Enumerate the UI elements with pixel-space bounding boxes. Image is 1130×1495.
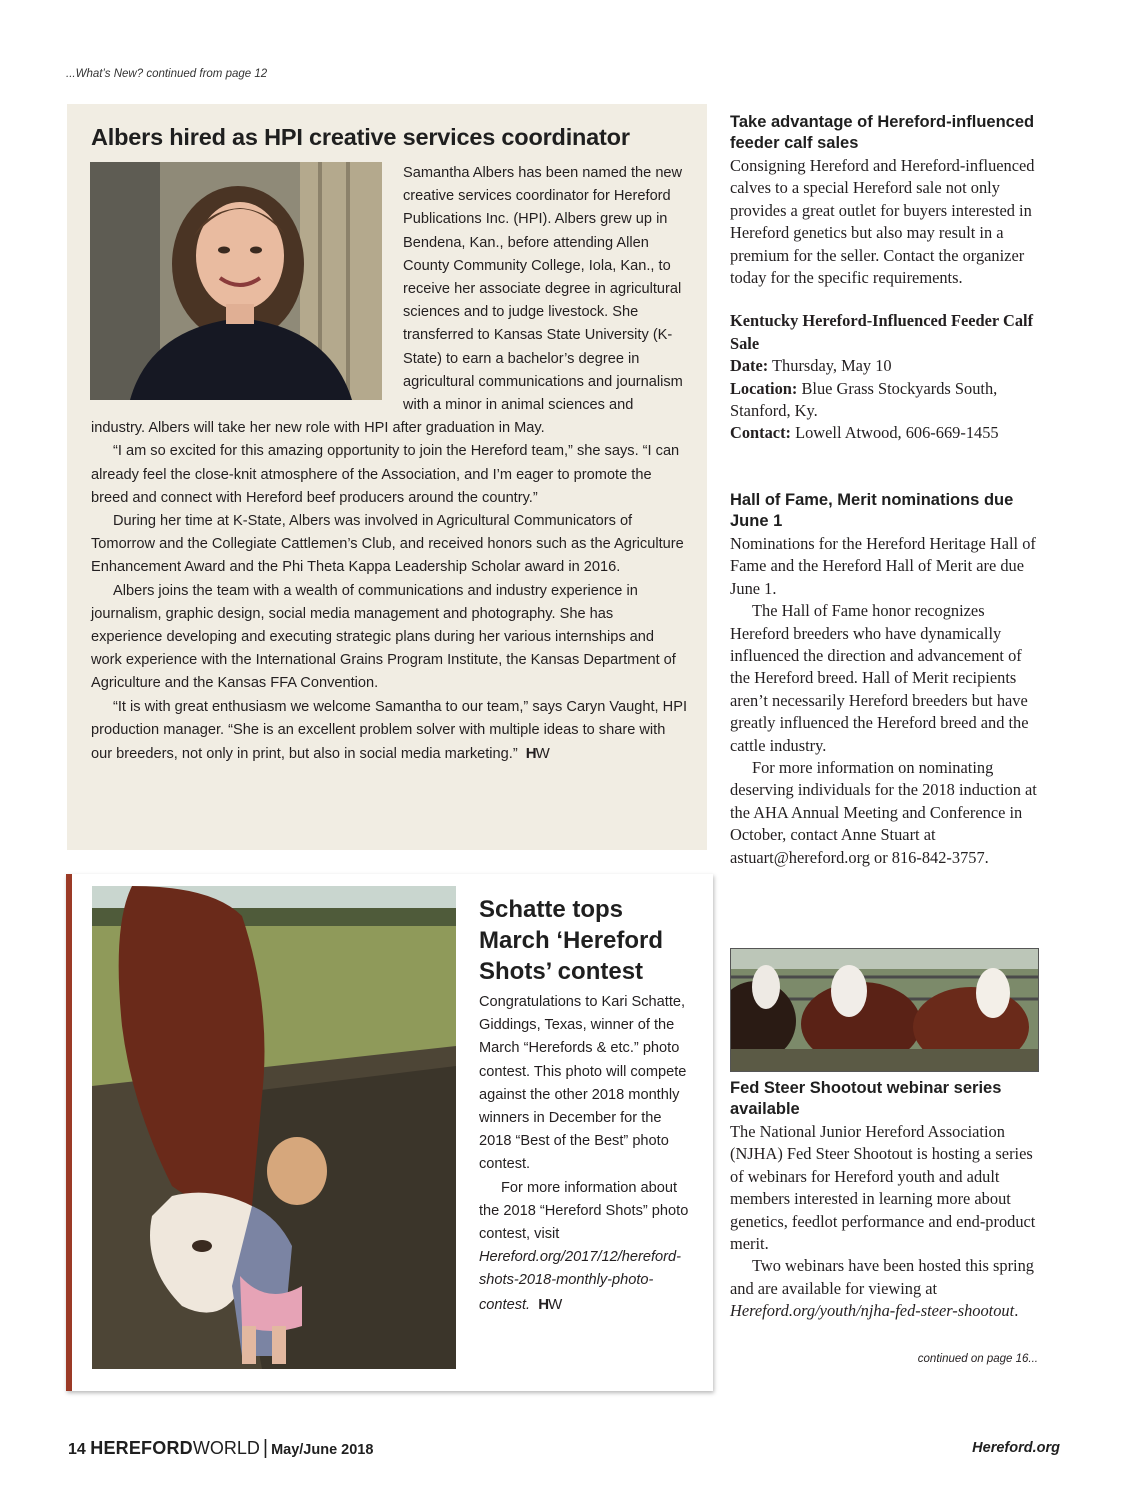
albers-paragraph: During her time at K-State, Albers was involved in Agricultural Communicators of Tomorrow and the Collegiate Cattlemen’s Club, and received honors such as the Agriculture Enhancement Award and the Phi Theta Kappa Leadership Scholar award in 2016. <box>91 513 684 576</box>
hall-of-fame-contact-paragraph: For more information on nominating deserving individuals for the 2018 induction at the AHA Annual Meeting and Conference in October, contact Anne Stuart at astuart@hereford.org or 816-842-3757. <box>730 758 1037 867</box>
fed-steer-link[interactable]: Hereford.org/youth/njha-fed-steer-shootout <box>730 1301 1015 1321</box>
schatte-contest-link[interactable]: Hereford.org/2017/12/hereford-shots-2018-monthly-photo-contest. <box>479 1249 682 1313</box>
page-number: 14 <box>68 1441 86 1458</box>
magazine-brand-world: WORLD <box>192 1438 260 1458</box>
feeder-body: Consigning Hereford and Hereford-influenced calves to a special Hereford sale not only provides a great outlet for buyers interested in Hereford genetics but also may result in a premium for the seller. Contact the organizer today for the specific requirements. <box>730 156 1035 288</box>
hall-of-fame-heading: Hall of Fame, Merit nominations due June 1 <box>730 491 1014 530</box>
continued-on-note: continued on page 16... <box>917 1353 1038 1365</box>
sale-date-label: Date: <box>730 356 769 376</box>
magazine-brand: HEREFORD <box>90 1438 193 1458</box>
albers-closing-text: “It is with great enthusiasm we welcome Samantha to our team,” says Caryn Vaught, HPI production manager. “She is an excellent problem solver with multiple ideas to share with our breeders, not only in print, but also in social media marketing.” <box>91 698 687 763</box>
hw-end-mark-icon: HW <box>525 745 549 763</box>
schatte-paragraph: Congratulations to Kari Schatte, Giddings, Texas, winner of the March “Herefords & etc.” photo contest. This photo will compete against the other 2018 monthly winners in December for the 2018 “Best of the Best” photo contest. <box>479 994 687 1173</box>
fed-steer-heading: Fed Steer Shootout webinar series available <box>730 1079 1002 1118</box>
schatte-body <box>479 991 694 1317</box>
continued-from-note: ...What’s New? continued from page 12 <box>66 68 268 80</box>
page-footer-left <box>68 1437 373 1460</box>
sale-contact-label: Contact: <box>730 423 791 443</box>
sale-location-value: Blue Grass Stockyards South, Stanford, Ky. <box>730 378 998 421</box>
albers-headline: Albers hired as HPI creative services coordinator <box>91 124 630 150</box>
albers-paragraph-last <box>91 696 687 767</box>
sale-location-label: Location: <box>730 378 798 398</box>
steers-photo <box>730 948 1039 1072</box>
hall-of-fame-paragraph: The Hall of Fame honor recognizes Hereford breeders who have dynamically influenced the direction and advancement of the Hereford breed. Hall of Merit recipients aren’t necessarily Hereford breeders but have greatly influenced the Hereford breed and the cattle industry. <box>730 601 1029 755</box>
footer-separator: | <box>262 1437 269 1459</box>
albers-paragraph: “I am so excited for this amazing opportunity to join the Hereford team,” she says. “I can already feel the close-knit atmosphere of the Association, and I’m eager to promote the breed and connect with Hereford beef producers around the country.” <box>91 443 680 506</box>
footer-website[interactable]: Hereford.org <box>972 1440 1060 1456</box>
schatte-paragraph-more-info <box>479 1177 694 1317</box>
hw-end-mark-icon: HW <box>538 1295 562 1313</box>
sale-contact <box>730 422 1040 444</box>
fed-steer-section <box>730 1078 1040 1323</box>
albers-article <box>67 104 707 850</box>
schatte-contest-photo <box>92 886 456 1369</box>
albers-body <box>91 162 687 766</box>
schatte-more-info-text: For more information about the 2018 “Hereford Shots” photo contest, visit <box>479 1179 689 1243</box>
albers-paragraph: Samantha Albers has been named the new creative services coordinator for Hereford Publications Inc. (HPI). Albers grew up in Bendena, Kan., before attending Allen County Community College, Iola, Kan., to receive her associate degree in agricultural sciences and to judge livestock. She transferred to Kansas State University (K-State) to earn a bachelor’s degree in agricultural communications and journalism with a minor in animal sciences and industry. Albers will take her new role with HPI after graduation in May. <box>91 165 683 437</box>
feeder-heading: Take advantage of Hereford-influenced feeder calf sales <box>730 113 1035 152</box>
fed-steer-webinar-paragraph: Two webinars have been hosted this spring and are available for viewing at Hereford.org/youth/njha-fed-steer-shootout. <box>730 1256 1034 1321</box>
issue-date: May/June 2018 <box>271 1442 374 1458</box>
sale-location <box>730 378 1040 423</box>
fed-steer-webinar-text: Two webinars have been hosted this spring and are available for viewing at <box>730 1256 1034 1298</box>
sale-date-value: Thursday, May 10 <box>768 356 892 376</box>
kentucky-sale-title: Kentucky Hereford-Influenced Feeder Calf Sale <box>730 311 1034 353</box>
hall-of-fame-paragraph: Nominations for the Hereford Heritage Hall of Fame and the Hereford Hall of Merit are due June 1. <box>730 534 1036 598</box>
sale-contact-value: Lowell Atwood, 606-669-1455 <box>791 423 999 443</box>
fed-steer-paragraph: The National Junior Hereford Association (NJHA) Fed Steer Shootout is hosting a series of webinars for Hereford youth and adult members interested in learning more about genetics, feedlot performance and end-product merit. <box>730 1122 1036 1254</box>
feeder-calf-section <box>730 112 1040 445</box>
sale-date <box>730 355 1040 377</box>
hall-of-fame-section <box>730 490 1040 869</box>
albers-photo-spacer <box>91 162 383 400</box>
schatte-article <box>66 874 713 1391</box>
schatte-headline: Schatte tops March ‘Hereford Shots’ contest <box>479 896 664 985</box>
albers-paragraph: Albers joins the team with a wealth of communications and industry experience in journalism, graphic design, social media management and photography. She has experience developing and executing strategic plans during her various internships and work experience with the International Grains Program Institute, the Kansas Department of Agriculture and the Kansas FFA Convention. <box>91 582 676 692</box>
